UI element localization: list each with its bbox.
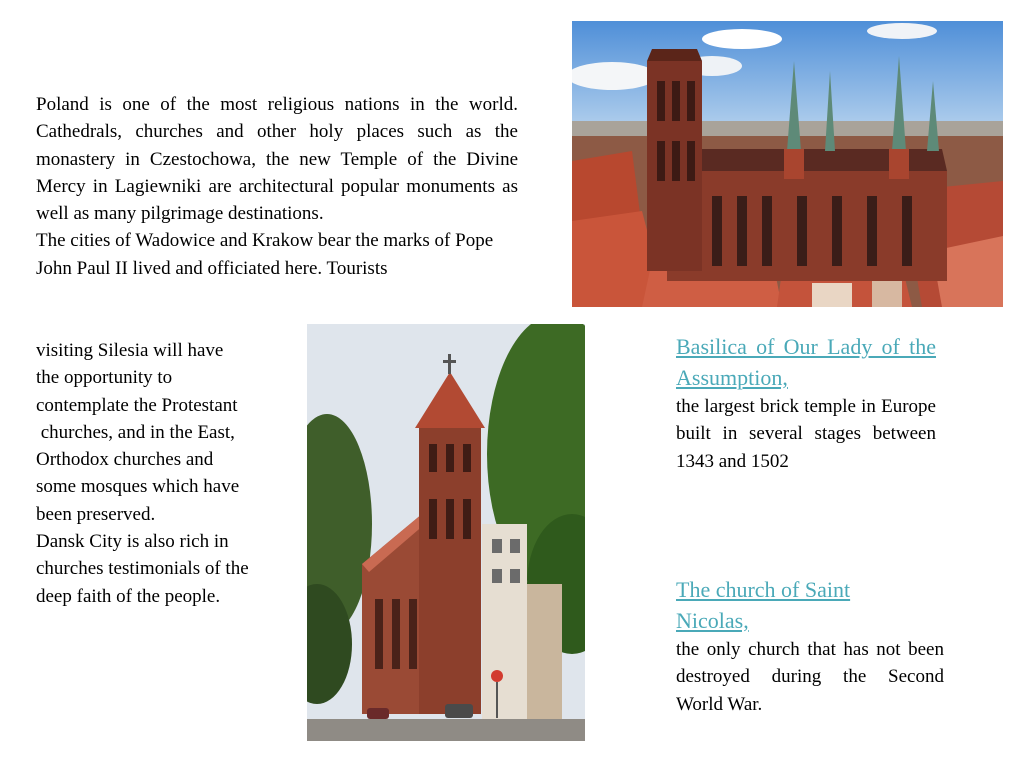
left-column-line: some mosques which have xyxy=(36,476,240,498)
intro-text xyxy=(36,91,518,282)
basilica-illustration xyxy=(572,21,1003,307)
left-column-line: churches, and in the East, xyxy=(36,421,235,443)
saint-nicolas-photo xyxy=(307,324,585,741)
left-column-line: Orthodox churches and xyxy=(36,449,214,471)
intro-paragraph-2: The cities of Wadowice and Krakow bear the marks of Pope John Paul II lived and officiated here. Tourists xyxy=(36,230,494,279)
left-column-line: visiting Silesia will have xyxy=(36,340,224,361)
left-column-text xyxy=(36,337,298,610)
saint-nicolas-caption xyxy=(676,574,944,718)
left-column-line: churches testimonials of the xyxy=(36,558,249,580)
left-column-line: Dansk City is also rich in xyxy=(36,531,229,553)
left-column-line: the opportunity to xyxy=(36,367,173,389)
left-column-line: contemplate the Protestant xyxy=(36,394,238,416)
basilica-description: the largest brick temple in Europe built in several stages between 1343 and 1502 xyxy=(676,396,936,472)
basilica-caption xyxy=(676,331,936,475)
saint-nicolas-description: the only church that has not been destroyed during the Second World War. xyxy=(676,639,944,715)
saint-nicolas-link[interactable]: The church of Saint Nicolas, xyxy=(676,577,851,633)
basilica-photo xyxy=(572,21,1003,307)
basilica-link[interactable]: Basilica of Our Lady of the Assumption, xyxy=(676,334,936,390)
intro-paragraph-1: Poland is one of the most religious nations in the world. Cathedrals, churches and other holy places such as the monastery in Czestochowa, the new Temple of the Divine Mercy in Lagiewniki are architectural popular monuments as well as many pilgrimage destinations. xyxy=(36,94,518,225)
left-column-line: deep faith of the people. xyxy=(36,585,221,607)
left-column-line: been preserved. xyxy=(36,503,156,525)
saint-nicolas-illustration xyxy=(307,324,585,741)
